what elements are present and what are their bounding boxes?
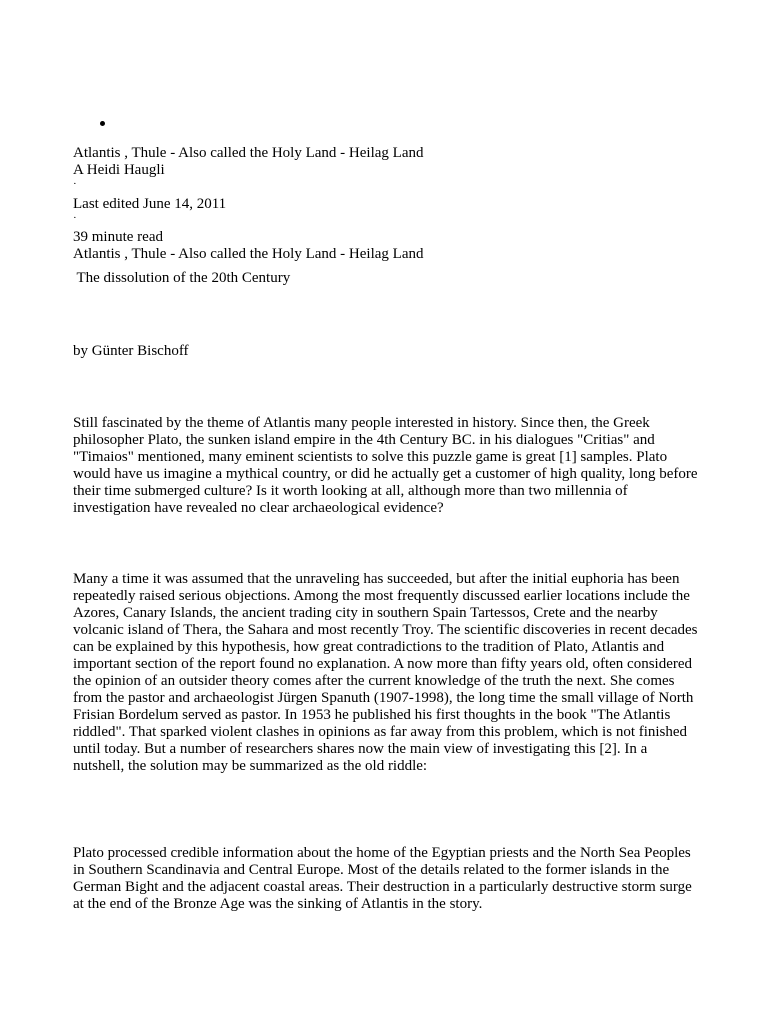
article-byline: by Günter Bischoff: [73, 343, 189, 359]
article-paragraph: Still fascinated by the theme of Atlantis many people interested in history. Since then, the Greek philosopher Plato, the sunken island empire in the 4th Century BC. in his dialogues "Critias" and "Timaios" mentioned, many eminent scientists to solve this puzzle game is great [1] samples. Plato would have us imagine a mythical country, or did he actually get a customer of high quality, long before their time submerged culture? Is it worth looking at all, although more than two millennia of investigation have revealed no clear archaeological evidence?: [73, 415, 698, 516]
read-time: 39 minute read: [73, 229, 163, 245]
last-edited-date: Last edited June 14, 2011: [73, 196, 227, 212]
article-paragraph: Many a time it was assumed that the unraveling has succeeded, but after the initial euphoria has been repeatedly raised serious objections. Among the most frequently discussed earlier locations include the Azores, Canary Islands, the ancient trading city in southern Spain Tartessos, Crete and the nearby volcanic island of Thera, the Sahara and most recently Troy. The scientific discoveries in recent decades can be explained by this hypothesis, how great contradictions to the tradition of Plato, Atlantis and important section of the report found no explanation. A now more than fifty years old, often considered the opinion of an outsider theory comes after the current knowledge of the truth the next. She comes from the pastor and archaeologist Jürgen Spanuth (1907-1998), the long time the small village of North Frisian Bordelum served as pastor. In 1953 he published his first thoughts in the book "The Atlantis riddled". That sparked violent clashes in opinions as far away from this problem, which is not finished until today. But a number of researchers shares now the main view of investigating this [2]. In a nutshell, the solution may be summarized as the old riddle:: [73, 571, 698, 774]
meta-separator: ·: [73, 212, 77, 224]
document-title-repeat: Atlantis , Thule - Also called the Holy Land - Heilag Land: [73, 246, 424, 262]
document-title[interactable]: Atlantis , Thule - Also called the Holy Land - Heilag Land: [73, 145, 424, 161]
article-paragraph: Plato processed credible information about the home of the Egyptian priests and the North Sea Peoples in Southern Scandinavia and Central Europe. Most of the details related to the former islands in the German Bight and the adjacent coastal areas. Their destruction in a particularly destructive storm surge at the end of the Bronze Age was the sinking of Atlantis in the story.: [73, 845, 692, 912]
author-name[interactable]: A Heidi Haugli: [73, 162, 165, 178]
nav-bullet-list: [100, 121, 105, 126]
article-subtitle: The dissolution of the 20th Century: [73, 270, 291, 286]
bullet-item[interactable]: [100, 121, 105, 126]
meta-separator: ·: [73, 178, 77, 190]
